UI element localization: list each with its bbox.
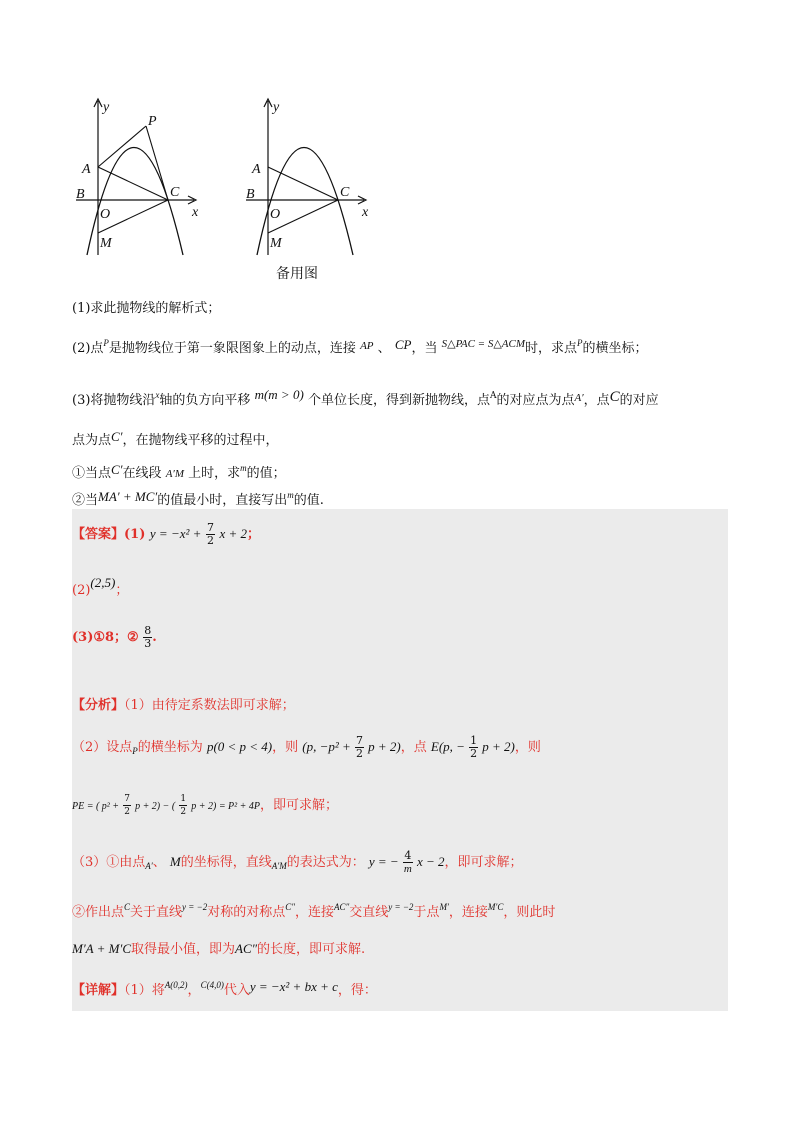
- analysis-line-5: ②作出点$^C$关于直线$^{y = -2}$对称的对称点$^{C''}$，连接$^{AC''}$交直线$^{y = -2}$于点$^{M'}$，连接$^{M'C}$，则此时: [72, 902, 556, 920]
- label-C: C: [340, 185, 350, 200]
- analysis-line-4: （3）①由点$_{A'}$、 M的坐标得，直线$_{A'M}$的表达式为： y = − $\frac{4}{m}$ x − 2，即可求解；: [72, 849, 523, 875]
- analysis-line-3: PE = ( p² + $\frac{7}{2}$ p + 2) − ( $\frac{1}{2}$ p + 2) = P² + 4P，即可求解；: [72, 794, 339, 817]
- label-C: C: [170, 185, 180, 200]
- label-O: O: [100, 207, 111, 222]
- label-B: B: [76, 187, 85, 202]
- analysis-line-1: 【分析】（1）由待定系数法即可求解；: [72, 698, 295, 713]
- question-3-part2: ②当MA′ + MC′的值最小时，直接写出$^m$的值.: [72, 489, 324, 508]
- label-y: y: [103, 100, 110, 115]
- label-x: x: [192, 205, 199, 220]
- segment-AP: [98, 126, 146, 167]
- detail-line-1: 【详解】（1）将$^{A(0,2)}$，$^{C(4,0)}$代入y = −x² + bx + c，得：: [72, 979, 377, 998]
- answer-line-1: 【答案】(1) y = −x² + $\frac{7}{2}$ x + 2；: [72, 521, 261, 547]
- label-x: x: [362, 205, 369, 220]
- question-1: (1)求此抛物线的解析式；: [72, 301, 221, 316]
- label-y: y: [273, 100, 280, 115]
- label-M: M: [100, 236, 112, 251]
- question-3-cont: 点为点C′，在抛物线平移的过程中，: [72, 429, 279, 448]
- label-B: B: [246, 187, 255, 202]
- label-A: A: [82, 162, 91, 177]
- figure-right: [240, 95, 380, 265]
- analysis-line-2: （2）设点$_P$的横坐标为 p(0 < p < 4)，则 (p, −p² + $\frac{7}{2}$ p + 2)，点 E(p, − $\frac{1}{2}$ p + 2)，则: [72, 734, 541, 760]
- segment-CP: [146, 126, 168, 200]
- answer-line-2: (2)(2,5)；: [72, 575, 129, 598]
- question-3: (3)将抛物线沿$^x$轴的负方向平移 m(m > 0) 个单位长度，得到新抛物线，点$^A$的对应点为点$^{A'}$，点C的对应: [72, 387, 659, 408]
- question-2: (2)点$^P$是抛物线位于第一象限图象上的动点，连接 $^{AP}$ 、 CP，当 $^{S\triangle PAC = S\triangle ACM}$时，求点$^P$的横坐标；: [72, 337, 648, 356]
- label-O: O: [270, 207, 281, 222]
- answer-line-3: (3)①8；② $\frac{8}{3}$ .: [72, 624, 157, 650]
- figure-left: [70, 95, 210, 265]
- label-P: P: [148, 114, 157, 129]
- solution-panel: [72, 509, 728, 1011]
- label-A: A: [252, 162, 261, 177]
- label-M: M: [270, 236, 282, 251]
- analysis-line-6: M′A + M′C取得最小值，即为AC″的长度，即可求解.: [72, 941, 366, 957]
- question-3-part1: ①当点C′在线段 A′M 上时，求$^m$的值；: [72, 462, 286, 481]
- figure-caption: 备用图: [276, 266, 318, 282]
